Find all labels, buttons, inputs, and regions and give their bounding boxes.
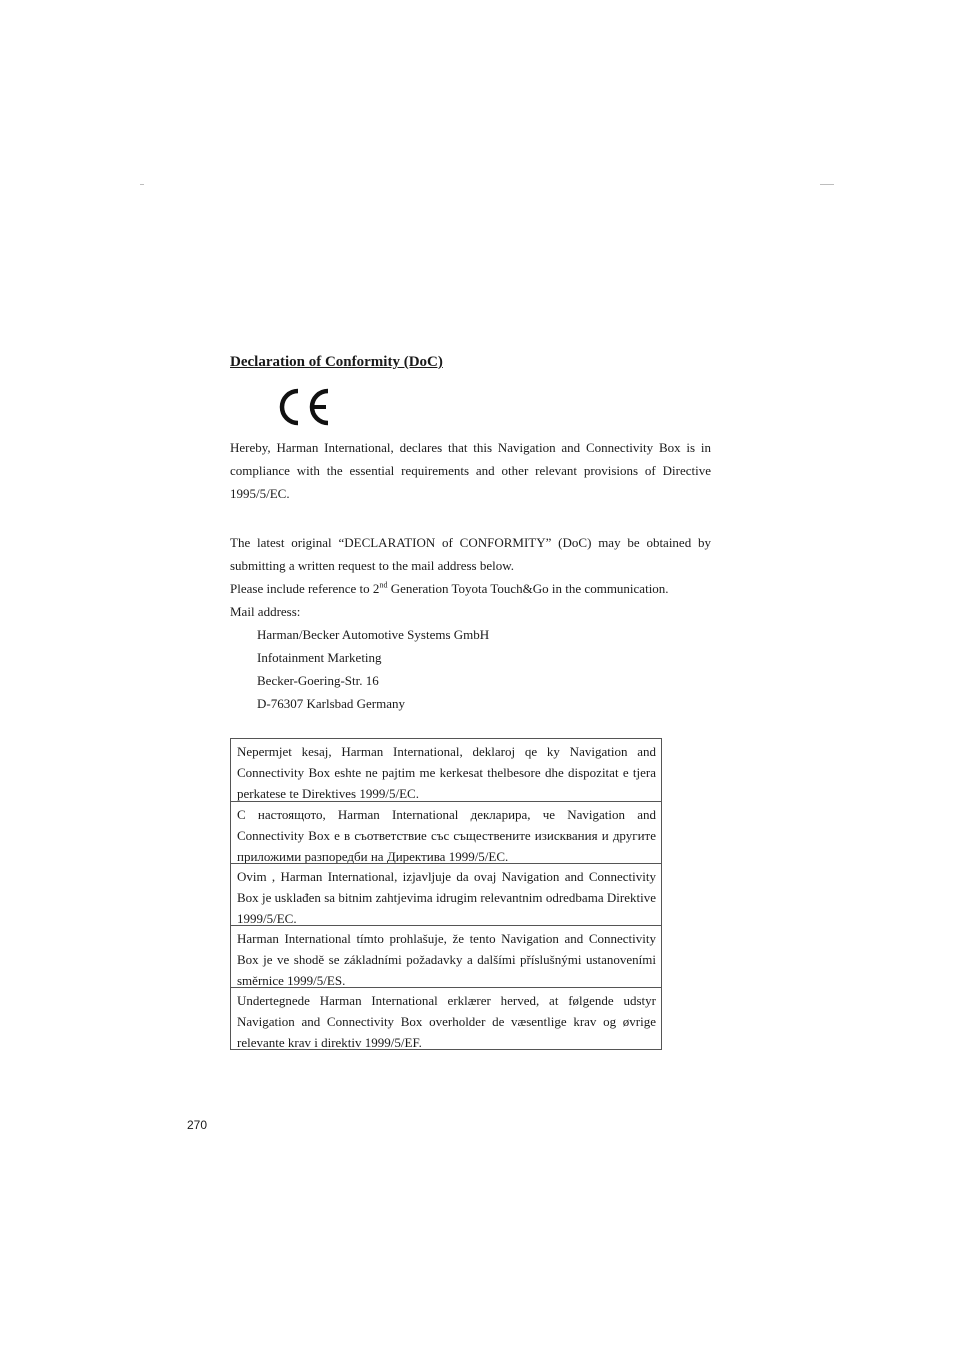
declaration-bulgarian: С настоящото, Harman International декларира, че Navigation and Connectivity Box е в съответствие със съществените изисквания и другите приложими разпоредби на Директива 1999/5/ЕС. [231, 801, 661, 863]
reference-superscript: nd [379, 580, 388, 590]
reference-note [230, 577, 669, 600]
mail-address-label: Mail address: [230, 604, 301, 619]
ce-mark-icon [276, 387, 332, 427]
doc-request-paragraph: The latest original “DECLARATION of CONFORMITY” (DoC) may be obtained by submitting a written request to the mail address below. [230, 535, 711, 573]
reference-text-end: Generation Toyota Touch&Go in the communication. [387, 581, 669, 596]
address-line-street: Becker-Goering-Str. 16 [257, 673, 379, 688]
crop-mark-left [140, 184, 144, 185]
crop-mark-right [820, 184, 834, 185]
address-line-department: Infotainment Marketing [257, 650, 382, 665]
reference-text-start: Please include reference to 2 [230, 581, 380, 596]
language-declarations-table [230, 738, 662, 1050]
page-number: 270 [187, 1118, 208, 1132]
declaration-danish: Undertegnede Harman International erklærer herved, at følgende udstyr Navigation and Connectivity Box overholder de væsentlige krav og øvrige relevante krav i direktiv 1999/5/EF. [231, 987, 661, 1049]
doc-title: Declaration of Conformity (DoC) [230, 354, 443, 370]
declaration-albanian: Nepermjet kesaj, Harman International, deklaroj qe ky Navigation and Connectivity Box eshte ne pajtim me kerkesat thelbesore dhe dispozitat e tjera perkatese te Direktives 1999/5/EC. [237, 744, 656, 801]
declaration-bosnian: Ovim , Harman International, izjavljuje da ovaj Navigation and Connectivity Box je usklađen sa bitnim zahtjevima idrugim relevantnim odredbama Direktive 1999/5/EC. [231, 863, 661, 925]
address-line-city: D-76307 Karlsbad Germany [257, 696, 406, 711]
address-line-company: Harman/Becker Automotive Systems GmbH [257, 627, 490, 642]
declaration-czech: Harman International tímto prohlašuje, že tento Navigation and Connectivity Box je ve shodě se základními požadavky a dalšími příslušnými ustanoveními směrnice 1999/5/ES. [231, 925, 661, 987]
declaration-paragraph: Hereby, Harman International, declares that this Navigation and Connectivity Box is in compliance with the essential requirements and other relevant provisions of Directive 1995/5/EC. [230, 440, 711, 501]
